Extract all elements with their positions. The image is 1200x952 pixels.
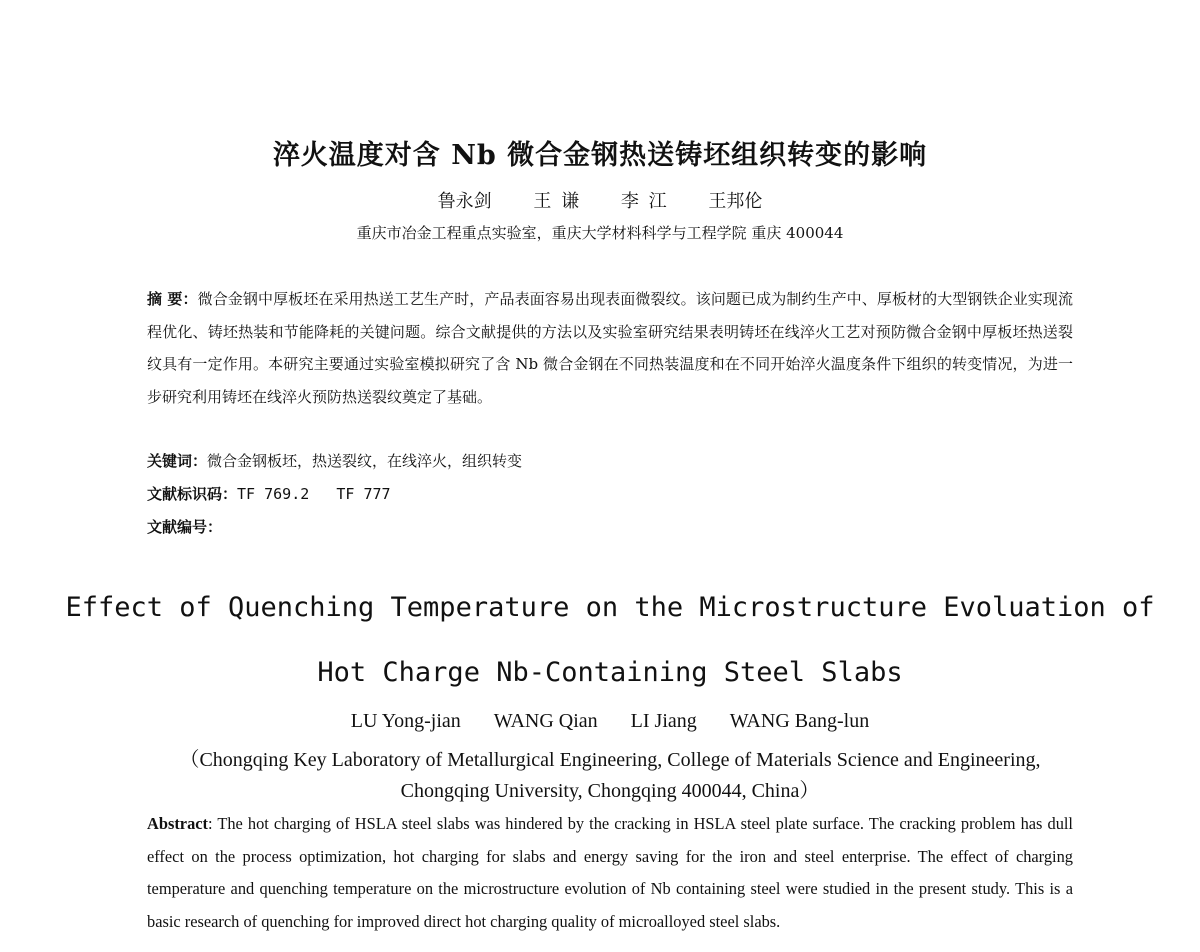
english-authors xyxy=(0,710,1200,733)
english-title-line-1: Effect of Quenching Temperature on the Microstructure Evoluation of xyxy=(65,592,1155,623)
en-abstract-label: Abstract xyxy=(147,814,208,833)
cn-keywords-text: 微合金钢板坯，热送裂纹，在线淬火，组织转变 xyxy=(207,452,523,470)
cn-clc-label: 文献标识码： xyxy=(147,485,238,503)
cn-docno-label: 文献编号： xyxy=(147,518,223,536)
english-affiliation-line-1: （Chongqing Key Laboratory of Metallurgical Engineering, College of Materials Science and Engineering, xyxy=(179,749,1041,771)
chinese-clc xyxy=(147,484,1073,504)
chinese-title: 淬火温度对含 Nb 微合金钢热送铸坯组织转变的影响 xyxy=(272,140,928,171)
cn-abstract-label: 摘 要： xyxy=(147,290,198,308)
cn-clc-text: TF 769.2 TF 777 xyxy=(237,485,391,503)
chinese-abstract xyxy=(147,283,1073,413)
cn-author-3: 李 江 xyxy=(620,191,667,212)
chinese-affiliation: 重庆市冶金工程重点实验室，重庆大学材料科学与工程学院 重庆 400044 xyxy=(356,224,844,242)
en-author-3: LI Jiang xyxy=(630,710,697,732)
en-author-1: LU Yong-jian xyxy=(350,710,461,732)
cn-author-4: 王邦伦 xyxy=(708,191,763,212)
english-affiliation-line-2: Chongqing University, Chongqing 400044, China） xyxy=(400,780,820,802)
en-author-2: WANG Qian xyxy=(493,710,598,732)
cn-abstract-text: 微合金钢中厚板坯在采用热送工艺生产时，产品表面容易出现表面微裂纹。该问题已成为制约生产中、厚板材的大型钢铁企业实现流程优化、铸坯热装和节能降耗的关键问题。综合文献提供的方法以及实验室研究结果表明铸坯在线淬火工艺对预防微合金钢中厚板坯热送裂纹具有一定作用。本研究主要通过实验室模拟研究了含 Nb 微合金钢在不同热装温度和在不同开始淬火温度条件下组织的转变情况，为进一步研究利用铸坯在线淬火预防热送裂纹奠定了基础。 xyxy=(147,290,1073,406)
en-abstract-text: : The hot charging of HSLA steel slabs was hindered by the cracking in HSLA steel plate surface. The cracking problem has dull effect on the process optimization, hot charging for slabs and energy saving for the iron and steel enterprise. The effect of charging temperature and quenching temperature on the microstructure evolution of Nb containing steel were studied in the present study. This is a basic research of quenching for improved direct hot charging quality of microalloyed steel slabs. xyxy=(147,814,1073,931)
cn-keywords-label: 关键词： xyxy=(147,452,208,470)
chinese-document-number xyxy=(147,517,1073,537)
cn-author-1: 鲁永剑 xyxy=(437,191,492,212)
cn-author-2: 王 谦 xyxy=(533,191,580,212)
english-abstract xyxy=(147,808,1073,938)
english-title-line-2: Hot Charge Nb-Containing Steel Slabs xyxy=(317,657,903,688)
en-author-4: WANG Bang-lun xyxy=(729,710,870,732)
chinese-authors xyxy=(0,187,1200,213)
chinese-keywords xyxy=(147,451,1073,471)
